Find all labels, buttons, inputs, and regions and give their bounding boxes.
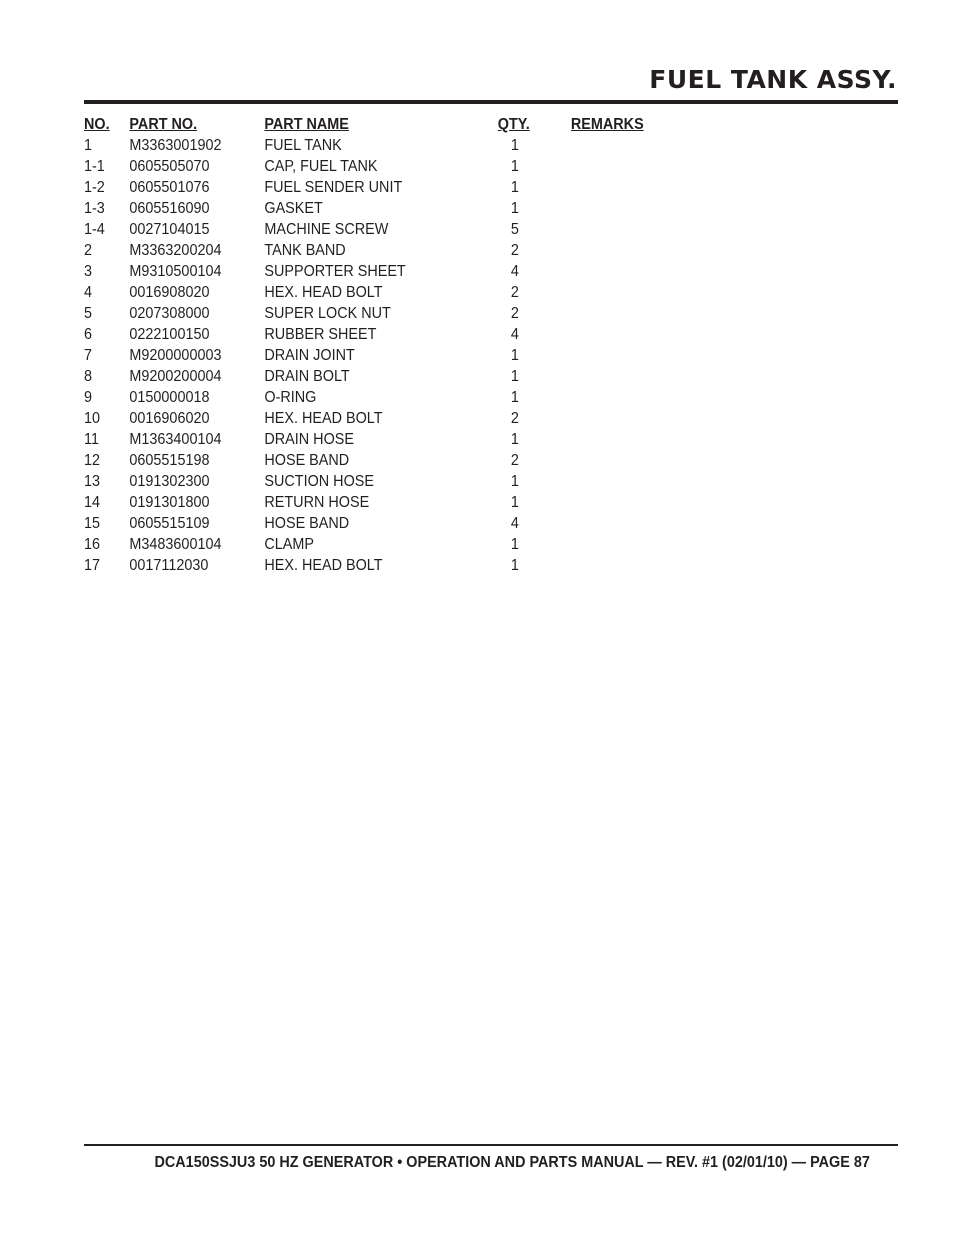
table-row bbox=[84, 135, 714, 156]
row-quantity: 4 bbox=[510, 263, 519, 280]
row-part-number: 0191302300 bbox=[129, 473, 210, 490]
row-remarks bbox=[571, 408, 714, 429]
table-row bbox=[84, 177, 714, 198]
table-row bbox=[84, 429, 714, 450]
row-quantity: 1 bbox=[510, 389, 519, 406]
table-header-row bbox=[84, 114, 714, 135]
row-remarks bbox=[571, 282, 714, 303]
row-part-number: 0191301800 bbox=[129, 494, 210, 511]
row-number: 6 bbox=[84, 326, 93, 343]
row-remarks bbox=[571, 156, 714, 177]
row-quantity: 1 bbox=[510, 158, 519, 175]
table-row bbox=[84, 513, 714, 534]
row-remarks bbox=[571, 471, 714, 492]
row-number: 13 bbox=[84, 473, 101, 490]
row-number: 4 bbox=[84, 284, 93, 301]
row-part-name: SUCTION HOSE bbox=[264, 473, 374, 490]
table-row bbox=[84, 156, 714, 177]
row-number: 9 bbox=[84, 389, 93, 406]
row-quantity-cell bbox=[498, 450, 571, 471]
row-quantity: 5 bbox=[510, 221, 519, 238]
row-quantity-cell bbox=[498, 240, 571, 261]
row-part-number: 0605516090 bbox=[129, 200, 210, 217]
row-part-number: 0017112030 bbox=[129, 557, 209, 574]
row-remarks bbox=[571, 240, 714, 261]
row-quantity: 4 bbox=[510, 326, 519, 343]
row-number: 1 bbox=[84, 137, 93, 154]
row-remarks bbox=[571, 534, 714, 555]
table-row bbox=[84, 534, 714, 555]
table-row bbox=[84, 492, 714, 513]
row-remarks bbox=[571, 135, 714, 156]
table-row bbox=[84, 555, 714, 576]
row-quantity-cell bbox=[498, 303, 571, 324]
row-part-number: M3483600104 bbox=[129, 536, 222, 553]
row-quantity: 1 bbox=[510, 200, 519, 217]
row-quantity: 1 bbox=[510, 473, 519, 490]
row-number: 10 bbox=[84, 410, 101, 427]
row-remarks bbox=[571, 303, 714, 324]
row-part-number: 0605501076 bbox=[129, 179, 210, 196]
row-quantity-cell bbox=[498, 219, 571, 240]
row-part-name: FUEL SENDER UNIT bbox=[264, 179, 403, 196]
row-number: 1-3 bbox=[84, 200, 105, 217]
row-part-name: MACHINE SCREW bbox=[264, 221, 389, 238]
row-quantity-cell bbox=[498, 534, 571, 555]
row-quantity-cell bbox=[498, 492, 571, 513]
row-number: 11 bbox=[84, 431, 99, 448]
row-remarks bbox=[571, 387, 714, 408]
row-remarks bbox=[571, 177, 714, 198]
row-part-number: 0207308000 bbox=[129, 305, 210, 322]
row-quantity-cell bbox=[498, 198, 571, 219]
row-part-number: 0605505070 bbox=[129, 158, 210, 175]
row-quantity-cell bbox=[498, 345, 571, 366]
row-part-number: M3363001902 bbox=[129, 137, 222, 154]
row-part-name: HEX. HEAD BOLT bbox=[264, 284, 383, 301]
row-part-name: SUPPORTER SHEET bbox=[264, 263, 406, 280]
row-remarks bbox=[571, 198, 714, 219]
row-quantity: 2 bbox=[510, 242, 519, 259]
row-part-number: M3363200204 bbox=[129, 242, 222, 259]
row-quantity-cell bbox=[498, 324, 571, 345]
row-number: 8 bbox=[84, 368, 93, 385]
page-title: FUEL TANK ASSY. bbox=[649, 65, 897, 94]
row-number: 14 bbox=[84, 494, 101, 511]
row-remarks bbox=[571, 261, 714, 282]
row-number: 2 bbox=[84, 242, 93, 259]
row-quantity-cell bbox=[498, 282, 571, 303]
header-part-no: PART NO. bbox=[129, 116, 198, 133]
row-number: 1-1 bbox=[84, 158, 105, 175]
row-part-number: 0150000018 bbox=[129, 389, 210, 406]
row-quantity: 2 bbox=[510, 410, 519, 427]
table-row bbox=[84, 450, 714, 471]
table-row bbox=[84, 366, 714, 387]
row-part-name: SUPER LOCK NUT bbox=[264, 305, 391, 322]
row-quantity-cell bbox=[498, 429, 571, 450]
table-row bbox=[84, 219, 714, 240]
row-part-name: RETURN HOSE bbox=[264, 494, 370, 511]
row-part-number: 0027104015 bbox=[129, 221, 210, 238]
row-part-name: RUBBER SHEET bbox=[264, 326, 377, 343]
table-row bbox=[84, 261, 714, 282]
row-number: 12 bbox=[84, 452, 101, 469]
row-part-name: HEX. HEAD BOLT bbox=[264, 410, 383, 427]
row-remarks bbox=[571, 429, 714, 450]
row-number: 15 bbox=[84, 515, 101, 532]
row-quantity-cell bbox=[498, 513, 571, 534]
row-part-number: 0222100150 bbox=[129, 326, 210, 343]
row-quantity-cell bbox=[498, 471, 571, 492]
row-quantity-cell bbox=[498, 366, 571, 387]
row-quantity-cell bbox=[498, 387, 571, 408]
row-part-name: FUEL TANK bbox=[264, 137, 342, 154]
row-quantity-cell bbox=[498, 408, 571, 429]
row-part-number: M9310500104 bbox=[129, 263, 222, 280]
row-part-number: 0016906020 bbox=[129, 410, 210, 427]
row-number: 16 bbox=[84, 536, 101, 553]
row-remarks bbox=[571, 345, 714, 366]
row-remarks bbox=[571, 492, 714, 513]
row-quantity: 1 bbox=[510, 431, 519, 448]
row-part-number: 0605515109 bbox=[129, 515, 210, 532]
row-quantity-cell bbox=[498, 555, 571, 576]
row-part-name: HOSE BAND bbox=[264, 452, 350, 469]
footer-divider bbox=[84, 1144, 898, 1146]
header-part-name: PART NAME bbox=[264, 116, 349, 133]
row-quantity: 1 bbox=[510, 557, 519, 574]
row-number: 7 bbox=[84, 347, 93, 364]
row-part-name: DRAIN JOINT bbox=[264, 347, 355, 364]
row-part-name: DRAIN HOSE bbox=[264, 431, 354, 448]
row-quantity-cell bbox=[498, 156, 571, 177]
row-quantity-cell bbox=[498, 177, 571, 198]
page-footer: DCA150SSJU3 50 HZ GENERATOR • OPERATION AND PARTS MANUAL — REV. #1 (02/01/10) — PAGE 87 bbox=[154, 1154, 870, 1171]
table-row bbox=[84, 324, 714, 345]
row-part-number: M9200000003 bbox=[129, 347, 222, 364]
row-quantity: 1 bbox=[510, 179, 519, 196]
header-remarks: REMARKS bbox=[570, 116, 644, 133]
row-remarks bbox=[571, 450, 714, 471]
row-quantity: 2 bbox=[510, 452, 519, 469]
row-number: 1-4 bbox=[84, 221, 105, 238]
table-row bbox=[84, 303, 714, 324]
row-quantity: 2 bbox=[510, 284, 519, 301]
row-quantity: 1 bbox=[510, 137, 519, 154]
header-qty: QTY. bbox=[497, 116, 530, 133]
row-quantity: 4 bbox=[510, 515, 519, 532]
row-quantity: 1 bbox=[510, 536, 519, 553]
row-part-number: M9200200004 bbox=[129, 368, 222, 385]
row-quantity: 1 bbox=[510, 368, 519, 385]
table-row bbox=[84, 282, 714, 303]
row-number: 3 bbox=[84, 263, 93, 280]
row-part-number: 0016908020 bbox=[129, 284, 210, 301]
parts-table-body bbox=[84, 135, 714, 576]
parts-list-table bbox=[84, 114, 714, 576]
row-remarks bbox=[571, 324, 714, 345]
row-quantity: 2 bbox=[510, 305, 519, 322]
row-quantity-cell bbox=[498, 261, 571, 282]
row-part-name: CLAMP bbox=[264, 536, 314, 553]
row-part-number: 0605515198 bbox=[129, 452, 210, 469]
table-row bbox=[84, 240, 714, 261]
table-row bbox=[84, 387, 714, 408]
row-part-name: DRAIN BOLT bbox=[264, 368, 350, 385]
row-number: 5 bbox=[84, 305, 93, 322]
row-part-name: TANK BAND bbox=[264, 242, 346, 259]
title-divider bbox=[84, 100, 898, 104]
row-remarks bbox=[571, 555, 714, 576]
row-part-name: CAP, FUEL TANK bbox=[264, 158, 378, 175]
row-remarks bbox=[571, 219, 714, 240]
row-quantity-cell bbox=[498, 135, 571, 156]
row-part-number: M1363400104 bbox=[129, 431, 222, 448]
table-row bbox=[84, 198, 714, 219]
row-quantity: 1 bbox=[510, 494, 519, 511]
row-remarks bbox=[571, 513, 714, 534]
row-part-name: HOSE BAND bbox=[264, 515, 350, 532]
row-part-name: HEX. HEAD BOLT bbox=[264, 557, 383, 574]
row-part-name: O-RING bbox=[264, 389, 317, 406]
row-part-name: GASKET bbox=[264, 200, 323, 217]
row-number: 1-2 bbox=[84, 179, 105, 196]
row-remarks bbox=[571, 366, 714, 387]
table-row bbox=[84, 345, 714, 366]
header-no: NO. bbox=[84, 116, 110, 133]
row-number: 17 bbox=[84, 557, 101, 574]
table-row bbox=[84, 408, 714, 429]
table-row bbox=[84, 471, 714, 492]
row-quantity: 1 bbox=[510, 347, 519, 364]
